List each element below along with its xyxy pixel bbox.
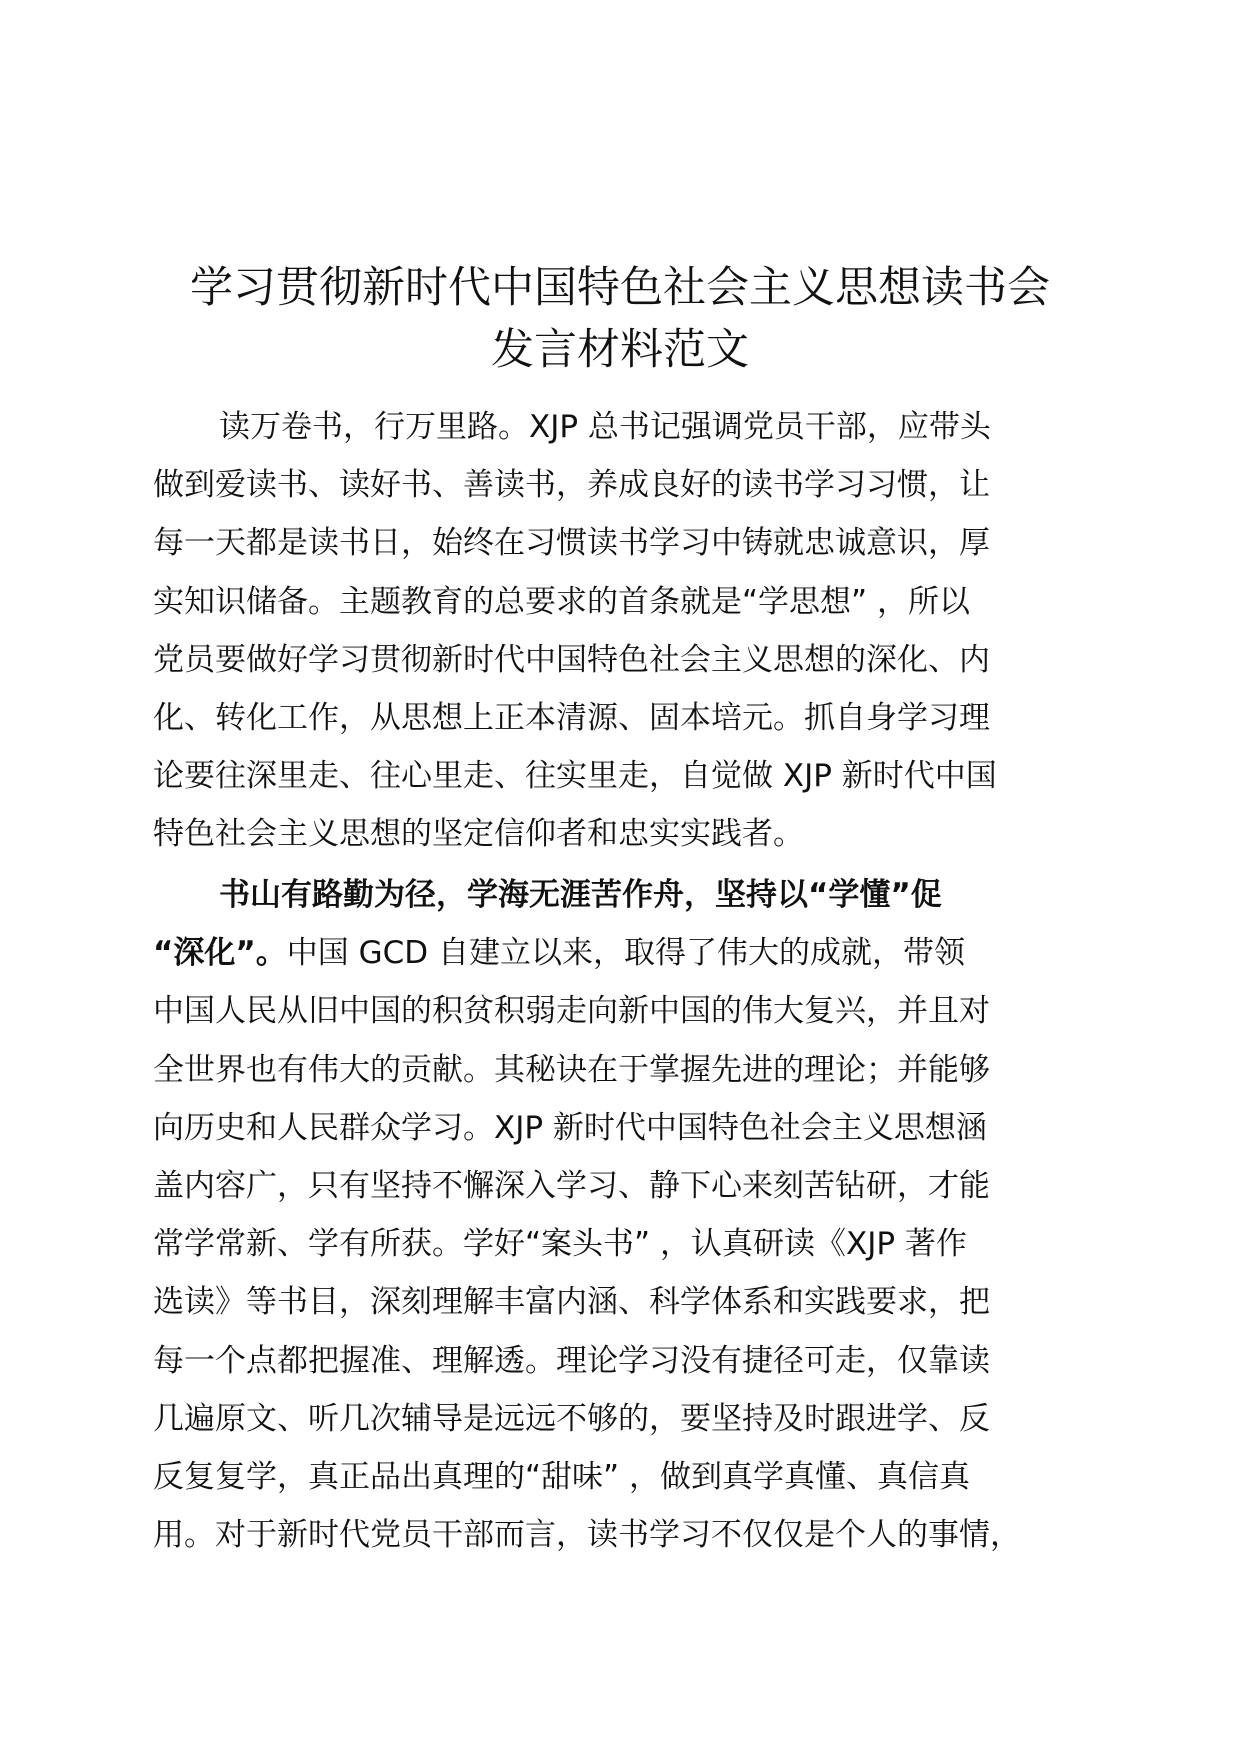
paragraph-line: 全世界也有伟大的贡献。其秘诀在于掌握先进的理论；并能够: [153, 1051, 990, 1088]
document-title-line-1: 学习贯彻新时代中国特色社会主义思想读书会: [190, 263, 1050, 313]
paragraph-line: 选读》等书目，深刻理解丰富内涵、科学体系和实践要求，把: [153, 1284, 990, 1321]
paragraph-line: 实知识储备。主题教育的总要求的首条就是“学思想” ，所以: [153, 583, 970, 620]
paragraph-1: [153, 398, 1093, 864]
paragraph-line: 中国人民从旧中国的积贫积弱走向新中国的伟大复兴，并且对: [153, 993, 990, 1030]
paragraph-line: 反复复学，真正品出真理的“甜味” ，做到真学真懂、真信真: [153, 1458, 970, 1495]
paragraph-line: 盖内容广，只有坚持不懈深入学习、静下心来刻苦钻研，才能: [153, 1167, 990, 1204]
paragraph-line: 每一天都是读书日，始终在习惯读书学习中铸就忠诚意识，厚: [153, 525, 990, 562]
document-title-line-2: 发言材料范文: [491, 325, 749, 375]
paragraph-line: 用。对于新时代党员干部而言，读书学习不仅仅是个人的事情，: [153, 1517, 1021, 1554]
paragraph-line: 做到爱读书、读好书、善读书，养成良好的读书学习习惯，让: [153, 467, 990, 504]
paragraph-line: [153, 924, 1093, 982]
paragraph-line: 党员要做好学习贯彻新时代中国特色社会主义思想的深化、内: [153, 641, 990, 678]
paragraph-line: 读万卷书，行万里路。XJP 总书记强调党员干部，应带头: [219, 409, 991, 445]
paragraph-line-rest: 中国 GCD 自建立以来，取得了伟大的成就，带领: [286, 935, 965, 972]
paragraph-line: 向历史和人民群众学习。XJP 新时代中国特色社会主义思想涵: [153, 1109, 987, 1146]
paragraph-line: 几遍原文、听几次辅导是远远不够的，要坚持及时跟进学、反: [153, 1400, 990, 1437]
paragraph-line: 每一个点都把握准、理解透。理论学习没有捷径可走，仅靠读: [153, 1342, 990, 1379]
paragraph-2: [153, 866, 1093, 1564]
paragraph-line: 论要往深里走、往心里走、往实里走，自觉做 XJP 新时代中国: [153, 758, 997, 795]
paragraph-line: 化、转化工作，从思想上正本清源、固本培元。抓自身学习理: [153, 699, 990, 736]
paragraph-heading-line: 书山有路勤为径，学海无涯苦作舟，坚持以“学懂”促: [219, 877, 942, 913]
paragraph-heading-end: “深化”。: [153, 935, 287, 972]
paragraph-line: 特色社会主义思想的坚定信仰者和忠实实践者。: [153, 816, 804, 853]
paragraph-line: 常学常新、学有所获。学好“案头书” ，认真研读《XJP 著作: [153, 1226, 967, 1263]
